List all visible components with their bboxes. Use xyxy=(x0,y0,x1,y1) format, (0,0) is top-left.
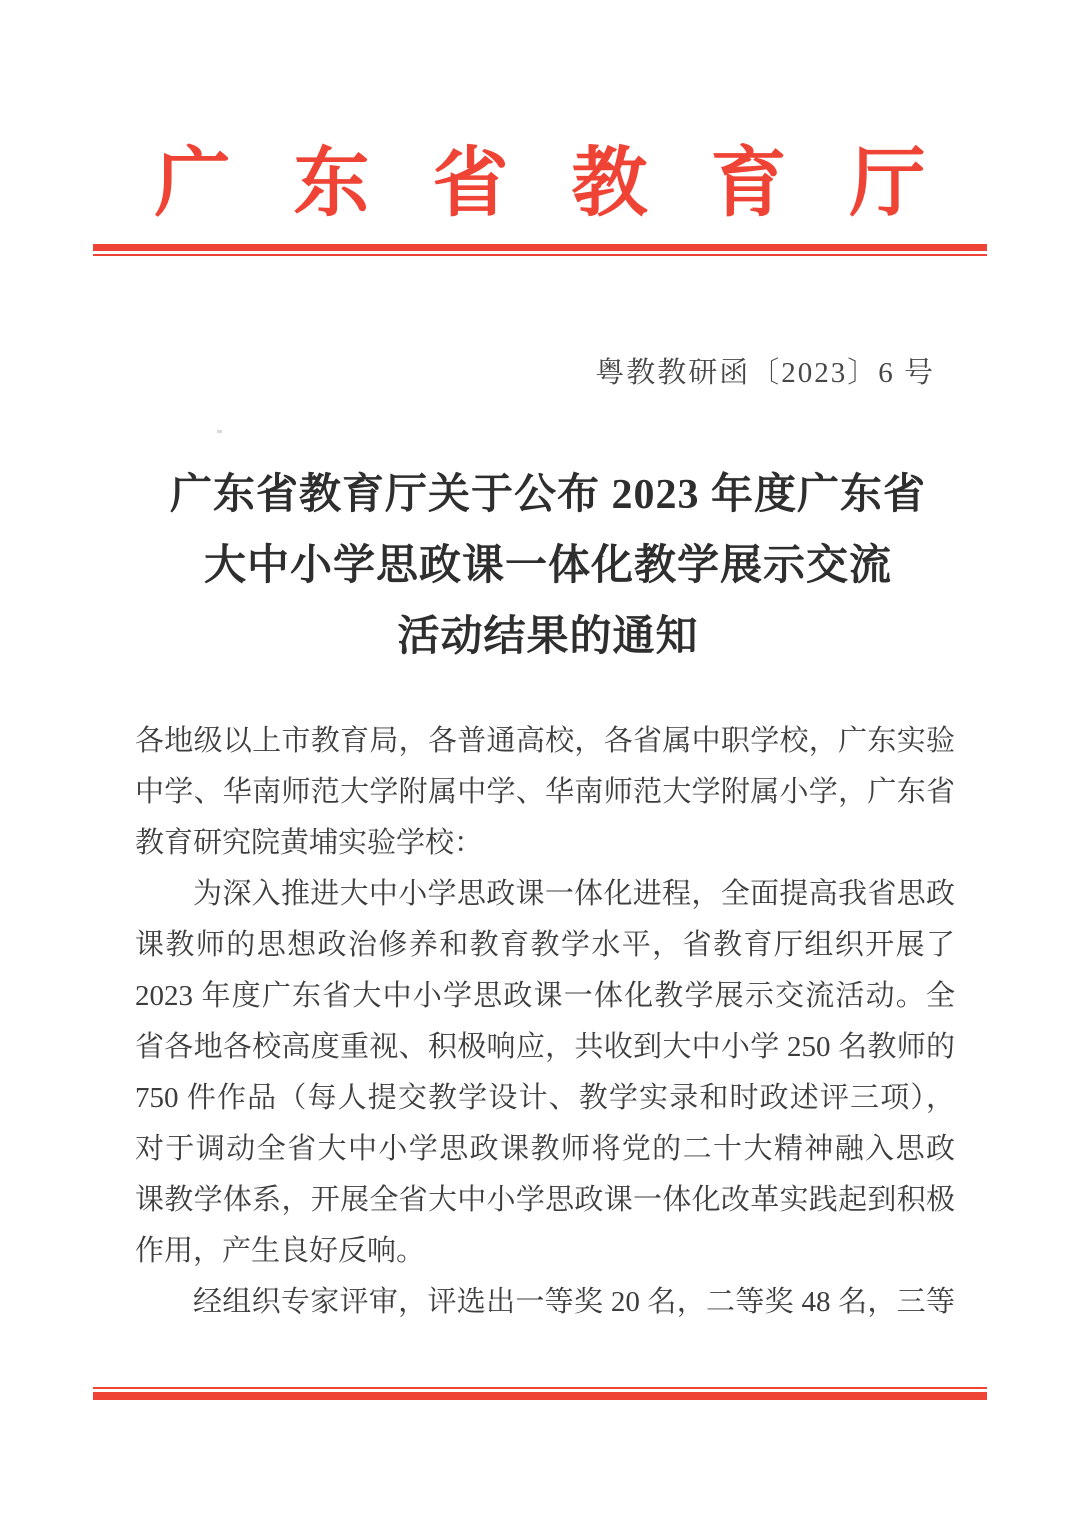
paragraph-overview xyxy=(135,869,955,1277)
body-line: 中学、华南师范大学附属中学、华南师范大学附属小学，广东省 xyxy=(135,776,955,808)
body-line: 教育研究院黄埔实验学校： xyxy=(135,827,484,859)
footer-rule xyxy=(93,1387,987,1400)
agency-letterhead xyxy=(0,138,1080,230)
title-line: 活动结果的通知 xyxy=(397,614,699,660)
header-rule xyxy=(93,244,987,256)
body-line: 对于调动全省大中小学思政课教师将党的二十大精神融入思政 xyxy=(135,1133,955,1165)
footer-rule-thick xyxy=(93,1392,987,1400)
paragraph-salutation xyxy=(135,716,955,869)
body-line: 750 件作品（每人提交教学设计、教学实录和时政述评三项）， xyxy=(135,1082,955,1114)
paragraph-awards xyxy=(135,1277,955,1328)
agency-name: 广东省教育厅 xyxy=(154,142,989,226)
body-line: 各地级以上市教育局，各普通高校，各省属中职学校，广东实验 xyxy=(135,725,955,757)
body-line: 为深入推进大中小学思政课一体化进程，全面提高我省思政 xyxy=(193,878,955,910)
body-line: 2023 年度广东省大中小学思政课一体化教学展示交流活动。全 xyxy=(135,980,955,1012)
header-rule-thin xyxy=(93,254,987,256)
scan-artifact xyxy=(217,430,222,433)
title-line: 广东省教育厅关于公布 2023 年度广东省 xyxy=(169,472,926,518)
body-line: 课教师的思想政治修养和教育教学水平，省教育厅组织开展了 xyxy=(135,929,955,961)
header-rule-thick xyxy=(93,244,987,251)
document-title xyxy=(16,460,1080,673)
body-line: 经组织专家评审，评选出一等奖 20 名，二等奖 48 名，三等 xyxy=(193,1286,955,1318)
body-line: 作用，产生良好反响。 xyxy=(135,1235,426,1267)
document-body xyxy=(135,716,955,1328)
body-line: 课教学体系，开展全省大中小学思政课一体化改革实践起到积极 xyxy=(135,1184,955,1216)
doc-number: 粤教教研函〔2023〕6 号 xyxy=(595,357,935,389)
body-line: 省各地各校高度重视、积极响应，共收到大中小学 250 名教师的 xyxy=(135,1031,955,1063)
title-line: 大中小学思政课一体化教学展示交流 xyxy=(203,543,892,589)
